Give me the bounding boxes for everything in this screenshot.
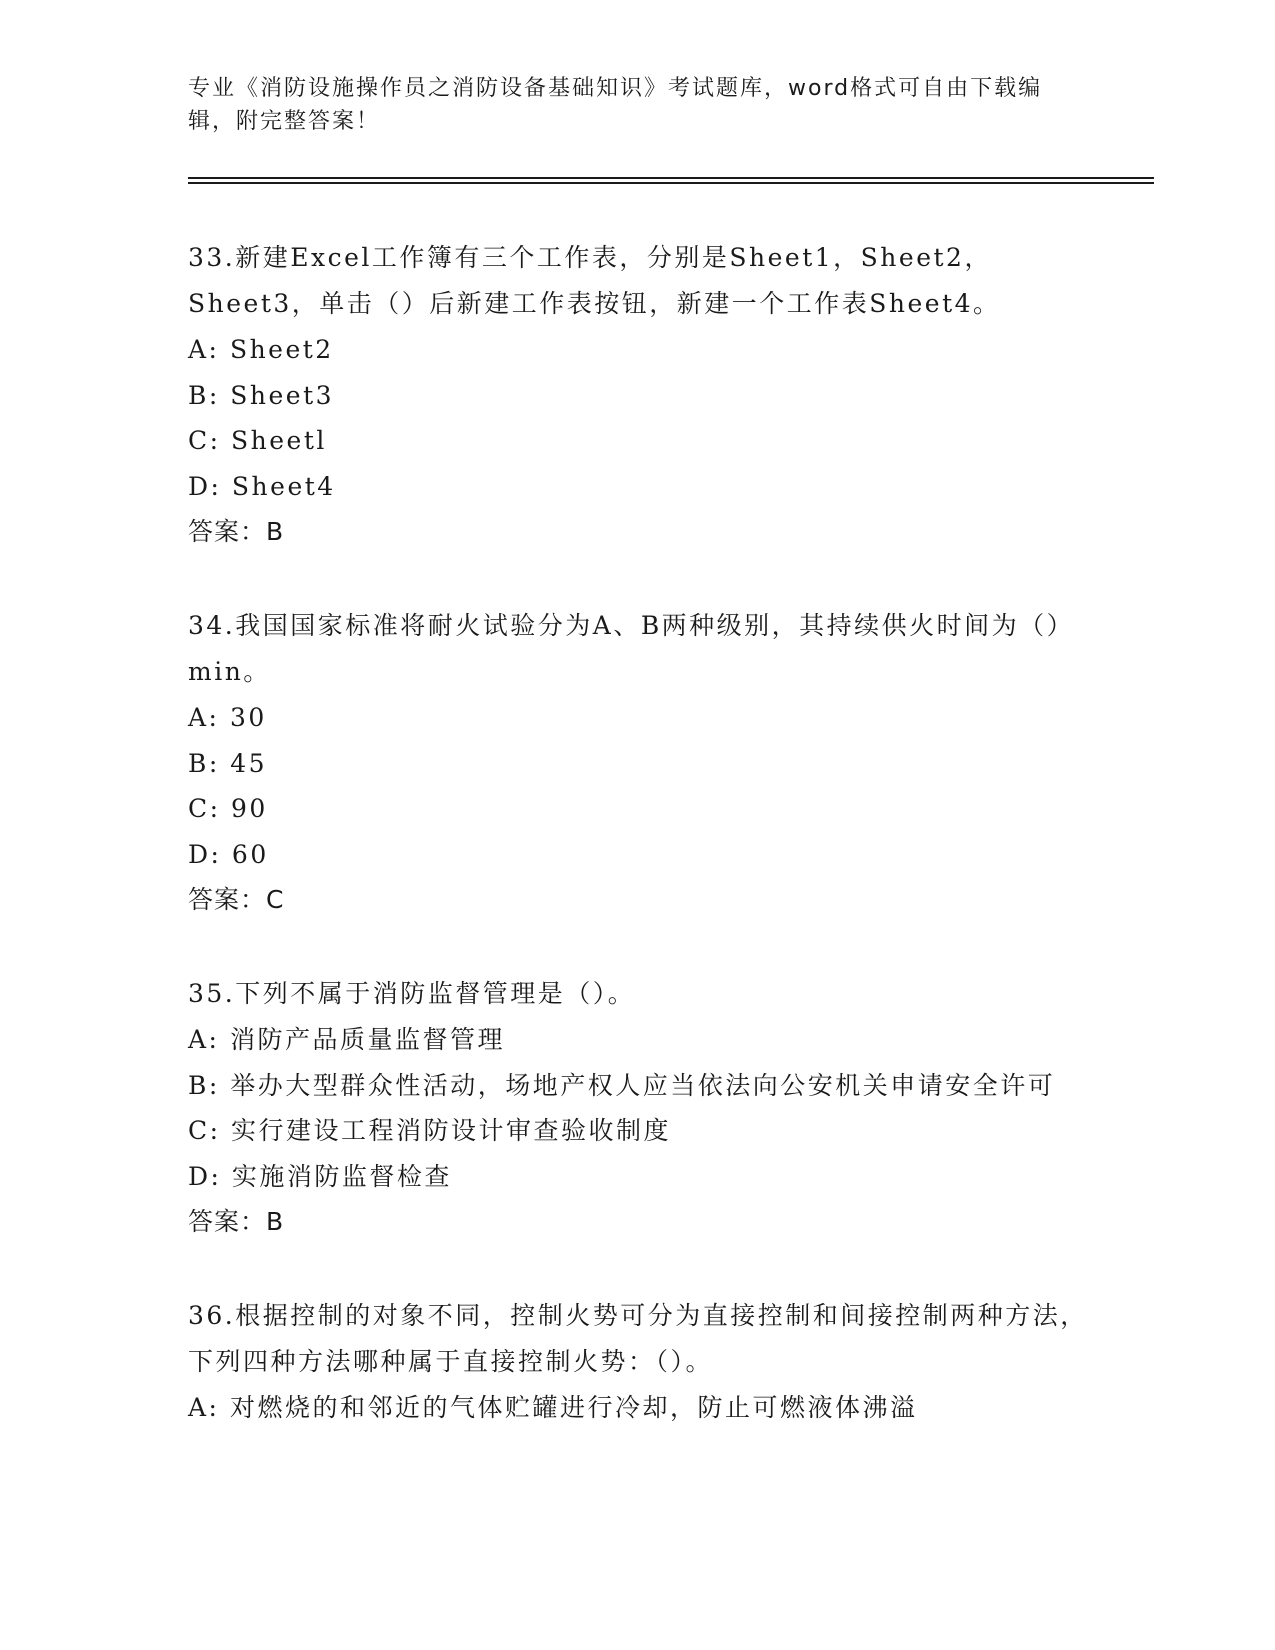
- option-c: [188, 786, 1088, 832]
- option-letter: C:: [188, 426, 221, 455]
- option-b: [188, 1063, 1088, 1109]
- option-text: 举办大型群众性活动，场地产权人应当依法向公安机关申请安全许可: [230, 1070, 1056, 1100]
- option-c: [188, 1108, 1088, 1154]
- question-34: [188, 603, 1088, 922]
- option-text: 实行建设工程消防设计审查验收制度: [231, 1116, 672, 1145]
- option-text: Sheet4: [231, 471, 336, 501]
- option-letter: A:: [188, 703, 220, 732]
- option-letter: B:: [188, 1070, 220, 1100]
- option-letter: B:: [188, 380, 220, 410]
- option-text: 45: [230, 748, 268, 778]
- option-a: [188, 1385, 1088, 1431]
- question-stem: 33.新建Excel工作簿有三个工作表，分别是Sheet1，Sheet2，Sheet3，单击（）后新建工作表按钮，新建一个工作表Sheet4。: [188, 243, 1001, 318]
- option-a: [188, 327, 1088, 373]
- answer-line: 答案：C: [188, 885, 285, 914]
- question-stem: 35.下列不属于消防监督管理是（）。: [188, 979, 636, 1008]
- question-list: [188, 235, 1088, 1480]
- option-text: Sheetl: [231, 426, 327, 455]
- option-letter: D:: [188, 839, 222, 869]
- option-text: Sheet3: [230, 380, 335, 410]
- question-stem: 36.根据控制的对象不同，控制火势可分为直接控制和间接控制两种方法，下列四种方法哪种属于直接控制火势：（）。: [188, 1301, 1088, 1376]
- option-letter: C:: [188, 794, 221, 823]
- option-b: [188, 373, 1088, 419]
- question-33: [188, 235, 1088, 554]
- option-text: 对燃烧的和邻近的气体贮罐进行冷却，防止可燃液体沸溢: [229, 1393, 918, 1422]
- header-divider-top: [188, 177, 1154, 179]
- option-text: 90: [231, 794, 268, 823]
- option-a: [188, 695, 1088, 741]
- header-divider-bottom: [188, 182, 1154, 184]
- option-text: 消防产品质量监督管理: [229, 1025, 505, 1054]
- option-letter: A:: [188, 1393, 220, 1422]
- question-36: [188, 1293, 1088, 1431]
- option-text: 实施消防监督检查: [231, 1161, 452, 1191]
- answer-line: 答案：B: [188, 1207, 285, 1236]
- option-a: [188, 1017, 1088, 1063]
- option-c: [188, 418, 1088, 464]
- option-letter: C:: [188, 1116, 221, 1145]
- option-d: [188, 464, 1088, 510]
- option-letter: A:: [188, 1025, 220, 1054]
- option-text: 30: [229, 703, 267, 732]
- option-d: [188, 832, 1088, 878]
- answer-line: 答案：B: [188, 517, 285, 546]
- option-d: [188, 1154, 1088, 1200]
- option-letter: A:: [188, 335, 220, 364]
- option-text: Sheet2: [229, 335, 334, 364]
- option-letter: D:: [188, 1161, 222, 1191]
- option-b: [188, 741, 1088, 787]
- option-letter: D:: [188, 471, 222, 501]
- option-letter: B:: [188, 748, 220, 778]
- option-text: 60: [231, 839, 269, 869]
- question-stem: 34.我国国家标准将耐火试验分为A、B两种级别，其持续供火时间为（）min。: [188, 611, 1075, 686]
- document-header: 专业《消防设施操作员之消防设备基础知识》考试题库，word格式可自由下载编辑，附完整答案！: [188, 76, 1043, 134]
- question-35: [188, 971, 1088, 1244]
